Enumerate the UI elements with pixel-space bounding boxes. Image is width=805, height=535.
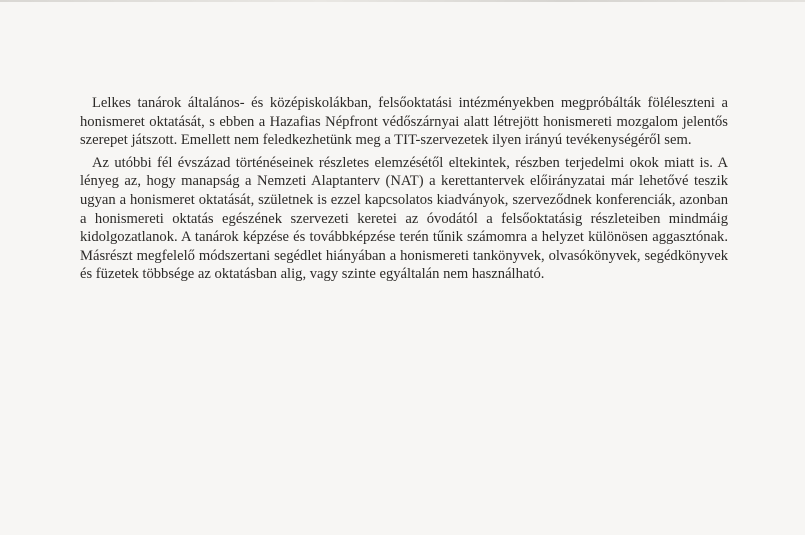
body-text (80, 94, 728, 284)
paragraph-2: Az utóbbi fél évszázad történéseinek részletes elemzésétől eltekintek, részben terjedelmi okok miatt is. A lényeg az, hogy manapság a Nemzeti Alaptanterv (NAT) a kerettantervek előirányzatai már lehetővé teszik ugyan a honismeret oktatását, születnek is ezzel kapcsolatos kiadványok, szerveződnek konferenciák, azonban a honismereti oktatás egészének szervezeti keretei az óvodától a felsőoktatásig részleteiben mindmáig kidolgozatlanok. A tanárok képzése és továbbképzése terén tűnik számomra a helyzet különösen aggasztónak. Másrészt megfelelő módszertani segédlet hiányában a honismereti tankönyvek, olvasókönyvek, segédkönyvek és füzetek többsége az oktatásban alig, vagy szinte egyáltalán nem használható. (80, 154, 728, 283)
paragraph-1: Lelkes tanárok általános- és középiskolákban, felsőoktatási intézményekben megpróbálták föléleszteni a honismeret oktatását, s ebben a Hazafias Népfront védőszárnyai alatt létrejött honismereti mozgalom jelentős szerepet játszott. Emellett nem feledkezhetünk meg a TIT-szervezetek ilyen irányú tevékenységéről sem. (80, 95, 728, 149)
top-edge-rule (0, 0, 805, 2)
